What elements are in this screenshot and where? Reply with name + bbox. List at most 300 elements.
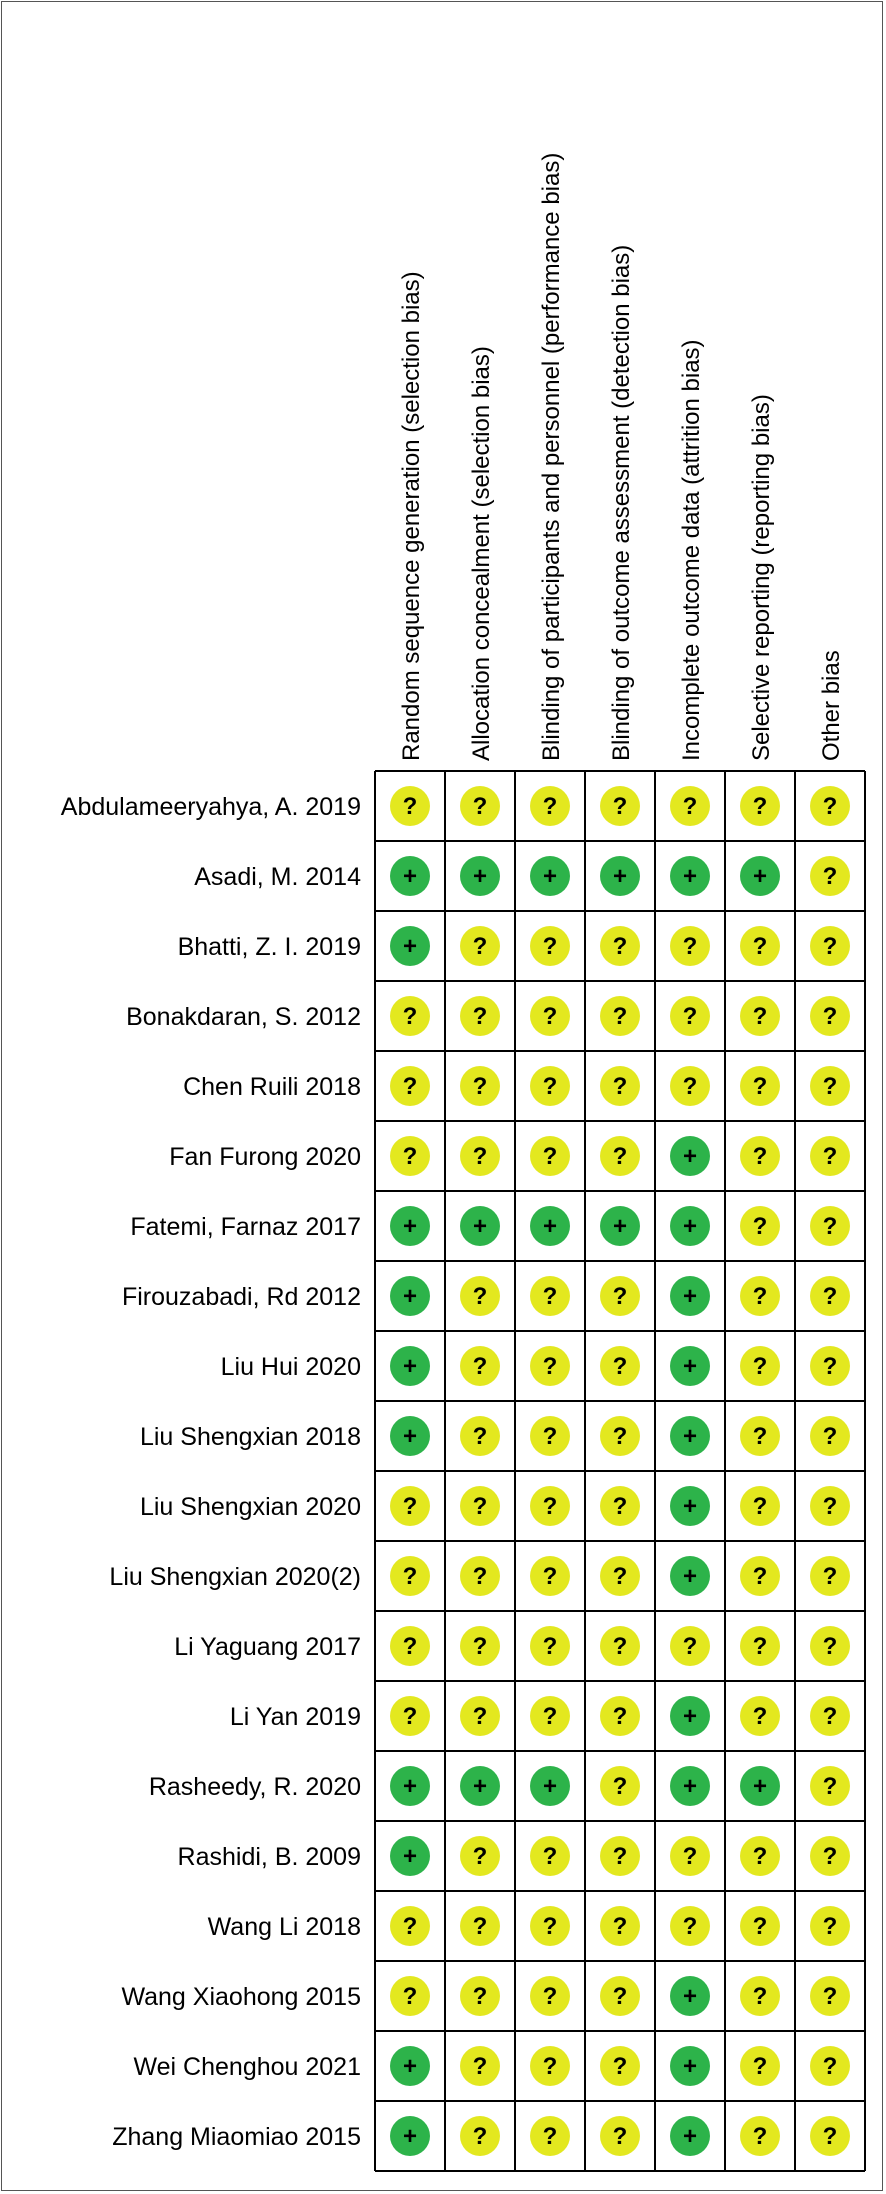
question-symbol: ? — [472, 1283, 488, 1310]
unclear-risk-mark — [460, 1556, 500, 1596]
question-symbol: ? — [822, 2123, 838, 2150]
question-symbol: ? — [612, 1983, 628, 2010]
unclear-risk-mark — [530, 1276, 570, 1316]
question-symbol: ? — [682, 1003, 698, 1030]
unclear-risk-mark — [460, 1486, 500, 1526]
question-symbol: ? — [542, 1913, 558, 1940]
unclear-risk-mark — [740, 1976, 780, 2016]
unclear-risk-mark — [530, 2046, 570, 2086]
low-risk-mark — [390, 1766, 430, 1806]
study-label: Li Yan 2019 — [229, 1703, 361, 1731]
unclear-risk-mark — [530, 1696, 570, 1736]
question-symbol: ? — [752, 1283, 768, 1310]
plus-symbol: + — [402, 2053, 418, 2080]
unclear-risk-mark — [530, 1556, 570, 1596]
plus-symbol: + — [612, 1213, 628, 1240]
question-symbol: ? — [542, 1073, 558, 1100]
unclear-risk-mark — [600, 1836, 640, 1876]
question-symbol: ? — [822, 1773, 838, 1800]
unclear-risk-mark — [530, 926, 570, 966]
question-symbol: ? — [542, 1633, 558, 1660]
column-label-1: Random sequence generation (selection bias) — [398, 271, 425, 761]
column-label-2: Allocation concealment (selection bias) — [468, 346, 495, 761]
question-symbol: ? — [682, 1633, 698, 1660]
low-risk-mark — [670, 2046, 710, 2086]
plus-symbol: + — [472, 1213, 488, 1240]
unclear-risk-mark — [740, 786, 780, 826]
unclear-risk-mark — [670, 926, 710, 966]
unclear-risk-mark — [740, 1346, 780, 1386]
question-symbol: ? — [752, 1843, 768, 1870]
unclear-risk-mark — [600, 1626, 640, 1666]
plus-symbol: + — [402, 1773, 418, 1800]
low-risk-mark — [670, 1486, 710, 1526]
unclear-risk-mark — [530, 1346, 570, 1386]
column-labels — [398, 153, 845, 761]
unclear-risk-mark — [600, 1696, 640, 1736]
unclear-risk-mark — [670, 1626, 710, 1666]
unclear-risk-mark — [460, 786, 500, 826]
unclear-risk-mark — [810, 1136, 850, 1176]
unclear-risk-mark — [530, 1626, 570, 1666]
unclear-risk-mark — [530, 1486, 570, 1526]
unclear-risk-mark — [460, 1906, 500, 1946]
study-label: Bhatti, Z. I. 2019 — [177, 933, 361, 961]
question-symbol: ? — [472, 1983, 488, 2010]
plus-symbol: + — [682, 1423, 698, 1450]
low-risk-mark — [530, 856, 570, 896]
question-symbol: ? — [752, 933, 768, 960]
question-symbol: ? — [752, 1423, 768, 1450]
question-symbol: ? — [752, 1003, 768, 1030]
unclear-risk-mark — [530, 996, 570, 1036]
question-symbol: ? — [822, 933, 838, 960]
table-grid — [375, 771, 865, 2171]
unclear-risk-mark — [600, 926, 640, 966]
low-risk-mark — [670, 1346, 710, 1386]
low-risk-mark — [390, 1416, 430, 1456]
plus-symbol: + — [402, 1843, 418, 1870]
unclear-risk-mark — [390, 1066, 430, 1106]
unclear-risk-mark — [670, 786, 710, 826]
unclear-risk-mark — [460, 1346, 500, 1386]
unclear-risk-mark — [740, 2116, 780, 2156]
question-symbol: ? — [612, 1073, 628, 1100]
low-risk-mark — [670, 1556, 710, 1596]
unclear-risk-mark — [600, 786, 640, 826]
question-symbol: ? — [472, 1003, 488, 1030]
plus-symbol: + — [682, 1283, 698, 1310]
question-symbol: ? — [472, 1353, 488, 1380]
study-label: Fatemi, Farnaz 2017 — [130, 1213, 361, 1241]
unclear-risk-mark — [810, 1416, 850, 1456]
study-label: Liu Hui 2020 — [220, 1353, 361, 1381]
question-symbol: ? — [542, 1003, 558, 1030]
unclear-risk-mark — [740, 1136, 780, 1176]
question-symbol: ? — [752, 1073, 768, 1100]
low-risk-mark — [670, 1276, 710, 1316]
unclear-risk-mark — [460, 996, 500, 1036]
question-symbol: ? — [822, 1913, 838, 1940]
unclear-risk-mark — [810, 1556, 850, 1596]
question-symbol: ? — [822, 1493, 838, 1520]
unclear-risk-mark — [810, 1766, 850, 1806]
study-label: Liu Shengxian 2018 — [139, 1423, 361, 1451]
low-risk-mark — [460, 1766, 500, 1806]
question-symbol: ? — [472, 1843, 488, 1870]
question-symbol: ? — [612, 1353, 628, 1380]
unclear-risk-mark — [740, 1066, 780, 1106]
question-symbol: ? — [822, 1283, 838, 1310]
unclear-risk-mark — [810, 926, 850, 966]
question-symbol: ? — [472, 1633, 488, 1660]
unclear-risk-mark — [390, 1626, 430, 1666]
question-symbol: ? — [682, 793, 698, 820]
question-symbol: ? — [752, 1633, 768, 1660]
unclear-risk-mark — [600, 996, 640, 1036]
question-symbol: ? — [682, 1913, 698, 1940]
unclear-risk-mark — [810, 856, 850, 896]
unclear-risk-mark — [530, 1836, 570, 1876]
plus-symbol: + — [402, 1423, 418, 1450]
plus-symbol: + — [682, 1493, 698, 1520]
low-risk-mark — [670, 1696, 710, 1736]
low-risk-mark — [390, 856, 430, 896]
low-risk-mark — [390, 1346, 430, 1386]
question-symbol: ? — [612, 2053, 628, 2080]
unclear-risk-mark — [600, 1276, 640, 1316]
unclear-risk-mark — [670, 1906, 710, 1946]
question-symbol: ? — [402, 1073, 418, 1100]
question-symbol: ? — [752, 793, 768, 820]
plus-symbol: + — [682, 1703, 698, 1730]
unclear-risk-mark — [810, 1836, 850, 1876]
unclear-risk-mark — [460, 1416, 500, 1456]
question-symbol: ? — [542, 1353, 558, 1380]
question-symbol: ? — [542, 1843, 558, 1870]
question-symbol: ? — [822, 1353, 838, 1380]
unclear-risk-mark — [600, 1556, 640, 1596]
unclear-risk-mark — [530, 786, 570, 826]
unclear-risk-mark — [740, 1556, 780, 1596]
low-risk-mark — [390, 1836, 430, 1876]
unclear-risk-mark — [810, 996, 850, 1036]
question-symbol: ? — [402, 1493, 418, 1520]
low-risk-mark — [530, 1766, 570, 1806]
study-label: Li Yaguang 2017 — [174, 1633, 361, 1661]
low-risk-mark — [670, 1136, 710, 1176]
risk-of-bias-summary-chart — [2, 2, 884, 2192]
unclear-risk-mark — [460, 1136, 500, 1176]
unclear-risk-mark — [460, 2116, 500, 2156]
question-symbol: ? — [472, 1073, 488, 1100]
question-symbol: ? — [472, 1143, 488, 1170]
plus-symbol: + — [682, 1143, 698, 1170]
unclear-risk-mark — [460, 2046, 500, 2086]
question-symbol: ? — [542, 1493, 558, 1520]
row-labels — [61, 793, 361, 2151]
low-risk-mark — [600, 856, 640, 896]
question-symbol: ? — [402, 1003, 418, 1030]
unclear-risk-mark — [390, 996, 430, 1036]
low-risk-mark — [740, 1766, 780, 1806]
question-symbol: ? — [542, 1423, 558, 1450]
unclear-risk-mark — [810, 1976, 850, 2016]
unclear-risk-mark — [390, 1136, 430, 1176]
question-symbol: ? — [612, 1773, 628, 1800]
low-risk-mark — [670, 1976, 710, 2016]
unclear-risk-mark — [670, 996, 710, 1036]
question-symbol: ? — [612, 1283, 628, 1310]
question-symbol: ? — [612, 1703, 628, 1730]
column-label-6: Selective reporting (reporting bias) — [748, 394, 775, 761]
unclear-risk-mark — [600, 2116, 640, 2156]
plus-symbol: + — [472, 863, 488, 890]
plus-symbol: + — [542, 1773, 558, 1800]
question-symbol: ? — [472, 2053, 488, 2080]
column-label-4: Blinding of outcome assessment (detection bias) — [608, 244, 635, 761]
unclear-risk-mark — [740, 1276, 780, 1316]
unclear-risk-mark — [600, 2046, 640, 2086]
low-risk-mark — [600, 1206, 640, 1246]
unclear-risk-mark — [530, 1976, 570, 2016]
plus-symbol: + — [682, 2053, 698, 2080]
unclear-risk-mark — [810, 786, 850, 826]
unclear-risk-mark — [740, 996, 780, 1036]
study-label: Rasheedy, R. 2020 — [148, 1773, 361, 1801]
question-symbol: ? — [542, 793, 558, 820]
unclear-risk-mark — [460, 1976, 500, 2016]
question-symbol: ? — [612, 1563, 628, 1590]
unclear-risk-mark — [600, 1906, 640, 1946]
question-symbol: ? — [402, 1563, 418, 1590]
plus-symbol: + — [682, 1213, 698, 1240]
unclear-risk-mark — [810, 1346, 850, 1386]
low-risk-mark — [390, 2046, 430, 2086]
unclear-risk-mark — [390, 1976, 430, 2016]
question-symbol: ? — [472, 1493, 488, 1520]
unclear-risk-mark — [600, 1486, 640, 1526]
question-symbol: ? — [752, 1213, 768, 1240]
column-label-7: Other bias — [818, 650, 845, 761]
question-symbol: ? — [542, 1283, 558, 1310]
question-symbol: ? — [822, 1143, 838, 1170]
unclear-risk-mark — [390, 1556, 430, 1596]
question-symbol: ? — [612, 1633, 628, 1660]
low-risk-mark — [670, 1766, 710, 1806]
unclear-risk-mark — [530, 1906, 570, 1946]
question-symbol: ? — [752, 1563, 768, 1590]
low-risk-mark — [460, 856, 500, 896]
question-symbol: ? — [682, 933, 698, 960]
question-symbol: ? — [682, 1843, 698, 1870]
question-symbol: ? — [752, 1143, 768, 1170]
question-symbol: ? — [612, 1843, 628, 1870]
question-symbol: ? — [542, 933, 558, 960]
question-symbol: ? — [822, 793, 838, 820]
unclear-risk-mark — [530, 1066, 570, 1106]
question-symbol: ? — [612, 793, 628, 820]
unclear-risk-mark — [740, 1626, 780, 1666]
question-symbol: ? — [542, 2053, 558, 2080]
question-symbol: ? — [472, 793, 488, 820]
low-risk-mark — [390, 2116, 430, 2156]
question-symbol: ? — [752, 2123, 768, 2150]
unclear-risk-mark — [810, 1066, 850, 1106]
question-symbol: ? — [612, 1143, 628, 1170]
question-symbol: ? — [822, 1843, 838, 1870]
question-symbol: ? — [682, 1073, 698, 1100]
unclear-risk-mark — [810, 1206, 850, 1246]
plus-symbol: + — [472, 1773, 488, 1800]
question-symbol: ? — [822, 1213, 838, 1240]
unclear-risk-mark — [460, 1626, 500, 1666]
question-symbol: ? — [612, 1423, 628, 1450]
question-symbol: ? — [822, 1983, 838, 2010]
question-symbol: ? — [402, 1703, 418, 1730]
plus-symbol: + — [682, 863, 698, 890]
unclear-risk-mark — [460, 1696, 500, 1736]
study-label: Rashidi, B. 2009 — [177, 1843, 361, 1871]
column-label-5: Incomplete outcome data (attrition bias) — [678, 339, 705, 761]
unclear-risk-mark — [530, 1416, 570, 1456]
plus-symbol: + — [682, 1563, 698, 1590]
study-label: Asadi, M. 2014 — [194, 863, 361, 891]
unclear-risk-mark — [460, 926, 500, 966]
unclear-risk-mark — [810, 2116, 850, 2156]
plus-symbol: + — [402, 933, 418, 960]
question-symbol: ? — [822, 1563, 838, 1590]
plus-symbol: + — [752, 1773, 768, 1800]
question-symbol: ? — [402, 793, 418, 820]
plus-symbol: + — [402, 1283, 418, 1310]
plus-symbol: + — [752, 863, 768, 890]
unclear-risk-mark — [740, 2046, 780, 2086]
low-risk-mark — [670, 1416, 710, 1456]
study-label: Chen Ruili 2018 — [183, 1073, 361, 1101]
unclear-risk-mark — [740, 1416, 780, 1456]
plus-symbol: + — [612, 863, 628, 890]
plus-symbol: + — [402, 2123, 418, 2150]
low-risk-mark — [460, 1206, 500, 1246]
low-risk-mark — [390, 1276, 430, 1316]
study-label: Wei Chenghou 2021 — [133, 2053, 361, 2081]
unclear-risk-mark — [740, 926, 780, 966]
question-symbol: ? — [612, 1493, 628, 1520]
question-symbol: ? — [822, 2053, 838, 2080]
unclear-risk-mark — [600, 1976, 640, 2016]
question-symbol: ? — [612, 933, 628, 960]
question-symbol: ? — [472, 1703, 488, 1730]
question-symbol: ? — [752, 1353, 768, 1380]
unclear-risk-mark — [740, 1486, 780, 1526]
study-label: Abdulameeryahya, A. 2019 — [60, 793, 361, 821]
question-symbol: ? — [542, 1563, 558, 1590]
question-symbol: ? — [402, 1633, 418, 1660]
study-label: Wang Xiaohong 2015 — [121, 1983, 361, 2011]
low-risk-mark — [530, 1206, 570, 1246]
unclear-risk-mark — [670, 1066, 710, 1106]
question-symbol: ? — [752, 2053, 768, 2080]
question-symbol: ? — [542, 2123, 558, 2150]
study-label: Firouzabadi, Rd 2012 — [121, 1283, 361, 1311]
question-symbol: ? — [472, 933, 488, 960]
question-symbol: ? — [472, 2123, 488, 2150]
unclear-risk-mark — [740, 1906, 780, 1946]
unclear-risk-mark — [390, 786, 430, 826]
question-symbol: ? — [822, 1003, 838, 1030]
study-label: Liu Shengxian 2020(2) — [109, 1563, 361, 1591]
question-symbol: ? — [542, 1703, 558, 1730]
question-symbol: ? — [542, 1983, 558, 2010]
unclear-risk-mark — [810, 1696, 850, 1736]
plus-symbol: + — [542, 863, 558, 890]
question-symbol: ? — [752, 1983, 768, 2010]
unclear-risk-mark — [460, 1276, 500, 1316]
question-symbol: ? — [612, 2123, 628, 2150]
unclear-risk-mark — [390, 1906, 430, 1946]
plus-symbol: + — [402, 1353, 418, 1380]
plus-symbol: + — [682, 1353, 698, 1380]
low-risk-mark — [670, 1206, 710, 1246]
unclear-risk-mark — [670, 1836, 710, 1876]
question-symbol: ? — [752, 1703, 768, 1730]
question-symbol: ? — [612, 1003, 628, 1030]
low-risk-mark — [390, 1206, 430, 1246]
unclear-risk-mark — [810, 1486, 850, 1526]
unclear-risk-mark — [810, 1276, 850, 1316]
unclear-risk-mark — [530, 2116, 570, 2156]
question-symbol: ? — [612, 1913, 628, 1940]
question-symbol: ? — [822, 863, 838, 890]
unclear-risk-mark — [810, 2046, 850, 2086]
study-label: Liu Shengxian 2020 — [139, 1493, 361, 1521]
question-symbol: ? — [822, 1073, 838, 1100]
question-symbol: ? — [752, 1493, 768, 1520]
unclear-risk-mark — [390, 1486, 430, 1526]
question-symbol: ? — [542, 1143, 558, 1170]
unclear-risk-mark — [810, 1626, 850, 1666]
plus-symbol: + — [682, 2123, 698, 2150]
plus-symbol: + — [682, 1983, 698, 2010]
unclear-risk-mark — [740, 1696, 780, 1736]
unclear-risk-mark — [740, 1836, 780, 1876]
unclear-risk-mark — [600, 1766, 640, 1806]
low-risk-mark — [740, 856, 780, 896]
question-symbol: ? — [822, 1423, 838, 1450]
unclear-risk-mark — [600, 1416, 640, 1456]
study-label: Bonakdaran, S. 2012 — [126, 1003, 361, 1031]
study-label: Fan Furong 2020 — [169, 1143, 361, 1171]
unclear-risk-mark — [390, 1696, 430, 1736]
question-symbol: ? — [822, 1703, 838, 1730]
question-symbol: ? — [822, 1633, 838, 1660]
unclear-risk-mark — [600, 1066, 640, 1106]
study-label: Wang Li 2018 — [207, 1913, 361, 1941]
question-symbol: ? — [402, 1983, 418, 2010]
question-symbol: ? — [402, 1913, 418, 1940]
chart-frame — [1, 1, 883, 2191]
study-label: Zhang Miaomiao 2015 — [112, 2123, 361, 2151]
question-symbol: ? — [472, 1563, 488, 1590]
question-symbol: ? — [752, 1913, 768, 1940]
question-symbol: ? — [472, 1913, 488, 1940]
plus-symbol: + — [402, 1213, 418, 1240]
unclear-risk-mark — [740, 1206, 780, 1246]
unclear-risk-mark — [460, 1836, 500, 1876]
plus-symbol: + — [542, 1213, 558, 1240]
low-risk-mark — [670, 856, 710, 896]
